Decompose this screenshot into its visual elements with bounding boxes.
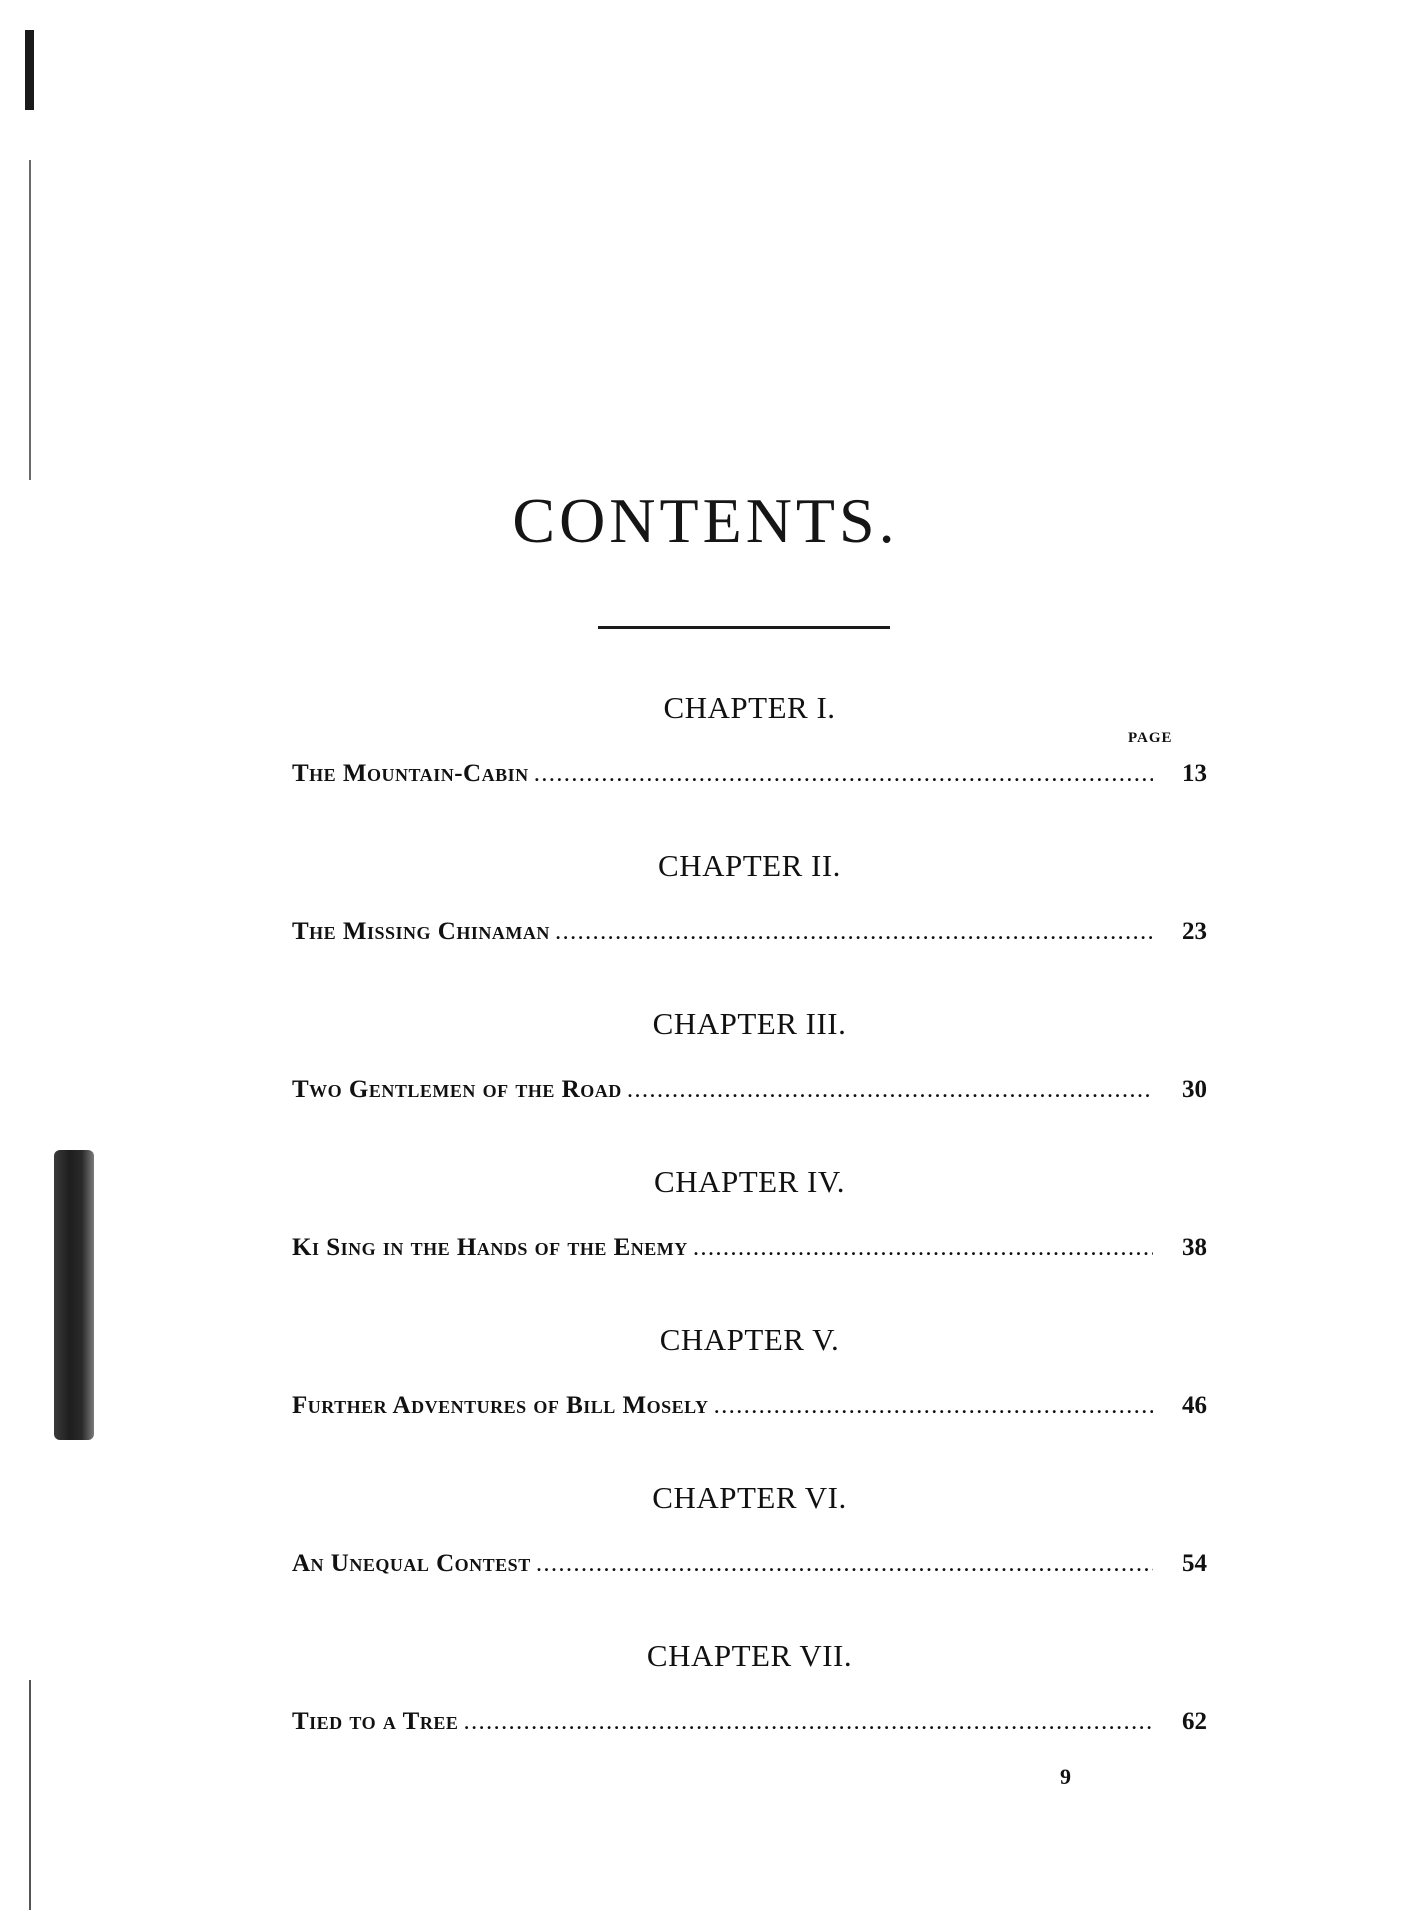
chapter-title: Further Adventures of Bill Mosely	[292, 1392, 709, 1419]
scan-binding-shadow	[54, 1150, 94, 1440]
contents-list	[292, 690, 1207, 1796]
chapter-title: Tied to a Tree	[292, 1708, 459, 1735]
chapter-title: An Unequal Contest	[292, 1550, 531, 1577]
chapter-entry	[292, 1480, 1207, 1638]
chapter-page-number: 46	[1182, 1392, 1207, 1419]
dot-leader	[464, 1713, 1153, 1734]
chapter-entry	[292, 1164, 1207, 1322]
page-column-label: PAGE	[1128, 730, 1173, 746]
dot-leader	[535, 765, 1153, 786]
chapter-entry	[292, 690, 1207, 848]
dot-leader	[556, 923, 1153, 944]
page-folio-number: 9	[1060, 1764, 1071, 1789]
chapter-heading: CHAPTER VII.	[646, 1638, 853, 1673]
chapter-entry	[292, 1006, 1207, 1164]
chapter-page-number: 62	[1182, 1708, 1207, 1735]
chapter-title: The Missing Chinaman	[292, 918, 550, 945]
chapter-row	[292, 1234, 1207, 1262]
page-title: CONTENTS.	[512, 485, 899, 556]
chapter-page-number: 54	[1182, 1550, 1207, 1577]
scan-edge-line	[29, 160, 31, 480]
chapter-page-number: 38	[1182, 1234, 1207, 1261]
chapter-title: Ki Sing in the Hands of the Enemy	[292, 1234, 688, 1261]
chapter-row	[292, 1708, 1207, 1736]
chapter-page-number: 30	[1182, 1076, 1207, 1103]
chapter-entry	[292, 848, 1207, 1006]
dot-leader	[694, 1239, 1153, 1260]
chapter-row	[292, 1392, 1207, 1420]
chapter-heading: CHAPTER IV.	[654, 1164, 845, 1199]
chapter-row	[292, 760, 1207, 788]
chapter-entry	[292, 1322, 1207, 1480]
scan-edge-mark	[25, 30, 34, 110]
chapter-title: Two Gentlemen of the Road	[292, 1076, 622, 1103]
chapter-row	[292, 1550, 1207, 1578]
scan-edge-line	[29, 1680, 31, 1910]
chapter-title: The Mountain-Cabin	[292, 760, 529, 787]
dot-leader	[628, 1081, 1153, 1102]
chapter-page-number: 23	[1182, 918, 1207, 945]
chapter-row	[292, 1076, 1207, 1104]
title-rule	[598, 626, 890, 629]
dot-leader	[537, 1555, 1153, 1576]
chapter-heading: CHAPTER VI.	[652, 1480, 847, 1515]
dot-leader	[715, 1397, 1154, 1418]
chapter-row	[292, 918, 1207, 946]
chapter-heading: CHAPTER I.	[663, 690, 836, 725]
chapter-heading: CHAPTER V.	[659, 1322, 840, 1357]
chapter-page-number: 13	[1182, 760, 1207, 787]
chapter-heading: CHAPTER III.	[652, 1006, 847, 1041]
chapter-heading: CHAPTER II.	[658, 848, 841, 883]
